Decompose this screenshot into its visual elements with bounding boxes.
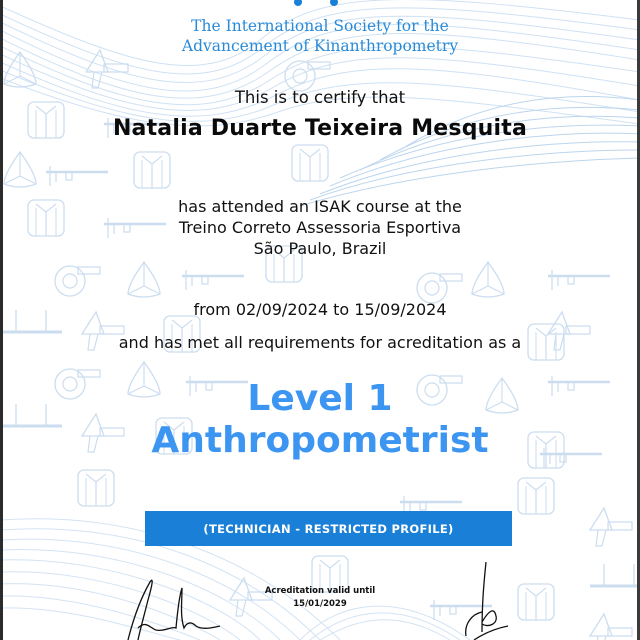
profile-label: (TECHNICIAN - RESTRICTED PROFILE) — [203, 521, 454, 536]
attended-line: has attended an ISAK course at the — [178, 197, 462, 216]
certify-intro: This is to certify that — [234, 88, 406, 107]
level-number: Level 1 — [247, 378, 393, 419]
course-details — [0, 196, 640, 259]
requirements-statement: and has met all requirements for acreditation as a — [118, 333, 522, 352]
validity — [0, 585, 640, 611]
recipient-name: Natalia Duarte Teixeira Mesquita — [112, 116, 528, 141]
left-border — [0, 0, 3, 640]
signature-left — [120, 576, 230, 640]
signature-right — [452, 562, 522, 640]
organization-name — [0, 16, 640, 56]
profile-banner — [145, 511, 512, 546]
organization-line-2: Advancement of Kinanthropometry — [181, 37, 459, 55]
valid-date: 15/01/2029 — [293, 599, 347, 609]
organization-line-1: The International Society for the — [191, 17, 449, 35]
accreditation-level — [0, 378, 640, 462]
course-provider: Treino Correto Assessoria Esportiva — [178, 218, 462, 237]
course-dates: from 02/09/2024 to 15/09/2024 — [193, 300, 447, 319]
course-location: São Paulo, Brazil — [253, 239, 387, 258]
valid-label: Acreditation valid until — [264, 586, 376, 596]
level-title: Anthropometrist — [151, 420, 489, 461]
